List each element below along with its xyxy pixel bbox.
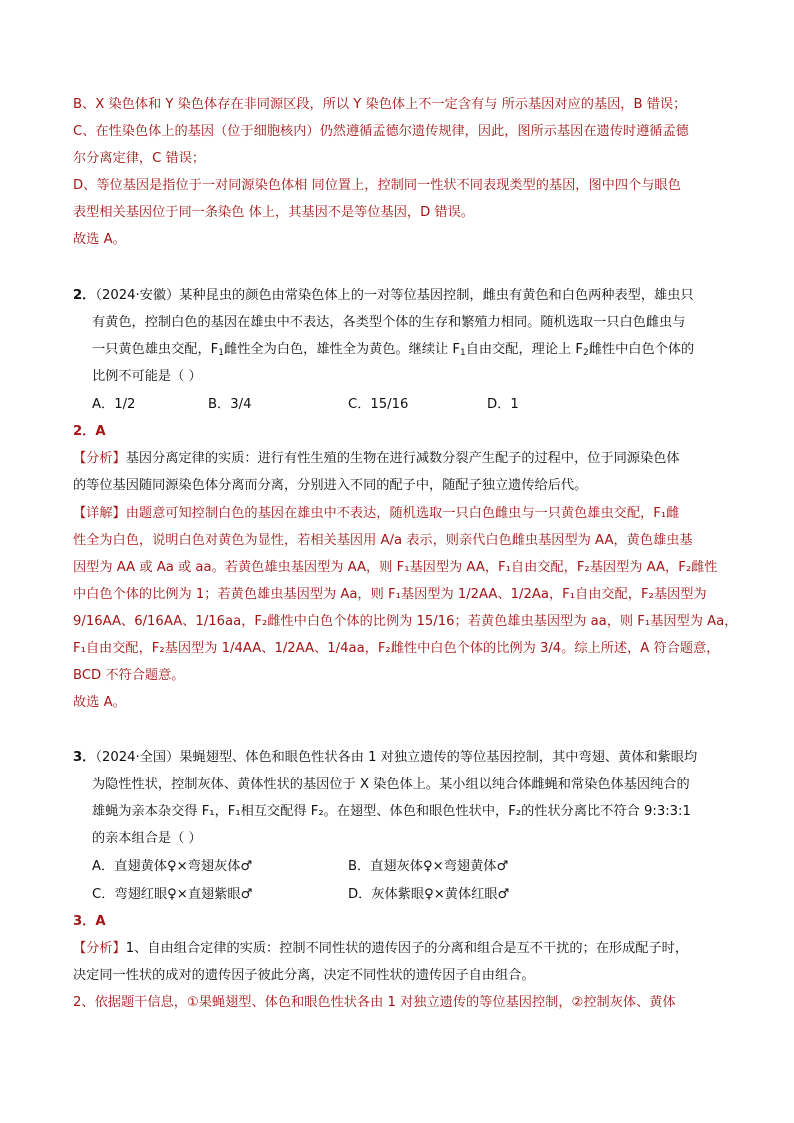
q2-line3-d: 雌性中白色个体的 [588,342,695,357]
q2-detail-line4: 中白色个体的比例为 1；若黄色雄虫基因型为 Aa，则 F₁基因型为 1/2AA、1/2Aa，F₁自由交配，F₂基因型为 [73,587,707,602]
q3-option-a: A．直翅黄体♀×弯翅灰体♂ [92,859,253,874]
q2-detail-line1 [73,504,679,524]
q3-number: 3． [73,750,96,765]
q3-line2: 为隐性性状，控制灰体、黄体性状的基因位于 X 染色体上。某小组以纯合体雌蝇和常染色体基因纯合的 [92,777,690,792]
q3-analysis-line3: 2、依据题干信息，①果蝇翅型、体色和眼色性状各由 1 对独立遗传的等位基因控制，②控制灰体、黄体 [73,995,676,1010]
option-c-explanation-line2: 尔分离定律，C 错误； [73,151,206,166]
q2-line4: 比例不可能是（ ） [92,369,202,384]
q2-option-d: D．1 [487,397,519,412]
detail-tag: 【详解】 [73,506,126,521]
q2-analysis-text1: 基因分离定律的实质：进行有性生殖的生物在进行减数分裂产生配子的过程中，位于同源染色体 [125,451,680,466]
q2-source: （2024·安徽） [95,288,180,303]
option-d-explanation-line1: D、等位基因是指位于一对同源染色体相 同位置上，控制同一性状不同表现类型的基因，图中四个与眼色 [73,178,681,193]
q2-detail-text1: 由题意可知控制白色的基因在雄虫中不表达，随机选取一只白色雌虫与一只黄色雄虫交配，F₁雌 [125,506,680,521]
option-c-explanation-line1: C、在性染色体上的基因（位于细胞核内）仍然遵循孟德尔遗传规律，因此，图所示基因在遗传时遵循孟德 [73,124,689,139]
q3-line3: 雄蝇为亲本杂交得 F₁，F₁相互交配得 F₂。在翅型、体色和眼色性状中，F₂的性状分离比不符合 9:3:3:1 [92,804,691,819]
q3-analysis-tag: 【分析】 [73,941,126,956]
q2-answer: 2．A [73,424,106,439]
q2-detail-line5: 9/16AA、6/16AA、1/16aa，F₂雌性中白色个体的比例为 15/16；若黄色雄虫基因型为 aa，则 F₁基因型为 Aa， [73,614,738,629]
q2-line2: 有黄色，控制白色的基因在雄虫中不表达，各类型个体的生存和繁殖力相同。随机选取一只白色雌虫与 [92,315,686,330]
q3-option-c: C．弯翅红眼♀×直翅紫眼♂ [92,887,253,902]
conclusion-1: 故选 A。 [73,232,126,247]
q2-number: 2． [73,288,96,303]
q3-analysis-line2: 决定同一性状的成对的遗传因子彼此分离，决定不同性状的遗传因子自由组合。 [73,968,535,983]
q3-source: （2024·全国） [95,750,180,765]
analysis-tag: 【分析】 [73,451,126,466]
q3-line4: 的亲本组合是（ ） [92,831,202,846]
q2-detail-line7: BCD 不符合题意。 [73,668,185,683]
q2-detail-line3: 因型为 AA 或 Aa 或 aa。若黄色雄虫基因型为 AA，则 F₁基因型为 AA，F₁自由交配，F₂基因型为 AA，F₂雌性 [73,560,718,575]
q2-analysis-line2: 的等位基因随同源染色体分离而分离，分别进入不同的配子中，随配子独立遗传给后代。 [73,478,588,493]
q3-stem-1: 果蝇翅型、体色和眼色性状各由 1 对独立遗传的等位基因控制，其中弯翅、黄体和紫眼均 [179,750,698,765]
q3-analysis-text1: 1、自由组合定律的实质：控制不同性状的遗传因子的分离和组合是互不干扰的；在形成配子时， [125,941,689,956]
q2-option-b: B．3/4 [208,397,252,412]
q2-line3-c: 自由交配，理论上 F [465,342,583,357]
q2-analysis-line1 [73,449,680,469]
q2-stem-1: 某种昆虫的颜色由常染色体上的一对等位基因控制，雌虫有黄色和白色两种表型，雄虫只 [179,288,694,303]
q2-line3-b: 雌性全为白色，雄性全为黄色。继续让 F [224,342,460,357]
q3-line1 [73,748,697,768]
conclusion-2: 故选 A。 [73,695,126,710]
q2-detail-line2: 性全为白色，说明白色对黄色为显性，若相关基因用 A/a 表示，则亲代白色雌虫基因型为 AA，黄色雄虫基 [73,533,693,548]
q2-line3-a: 一只黄色雄虫交配，F [92,342,219,357]
q2-line3: 一只黄色雄虫交配，$F_1$雌性全为白色，雄性全为黄色。继续让 $F_1$自由交配，理论上 $F_2$雌性中白色个体的 [92,342,695,358]
q3-option-b: B．直翅灰体♀×弯翅黄体♂ [348,859,509,874]
q2-option-c: C．15/16 [348,397,409,412]
q2-line1 [73,286,694,306]
q3-answer: 3．A [73,914,106,929]
q3-option-d: D．灰体紫眼♀×黄体红眼♂ [348,887,510,902]
q2-detail-line6: F₁自由交配，F₂基因型为 1/4AA、1/2AA、1/4aa，F₂雌性中白色个体的比例为 3/4。综上所述，A 符合题意， [73,641,720,656]
q3-analysis-line1 [73,939,688,959]
option-d-explanation-line2: 表型相关基因位于同一条染色 体上，其基因不是等位基因，D 错误。 [73,205,474,220]
option-b-explanation: B、X 染色体和 Y 染色体存在非同源区段，所以 Y 染色体上不一定含有与 所示基因对应的基因，B 错误； [73,97,687,112]
q2-option-a: A．1/2 [92,397,136,412]
